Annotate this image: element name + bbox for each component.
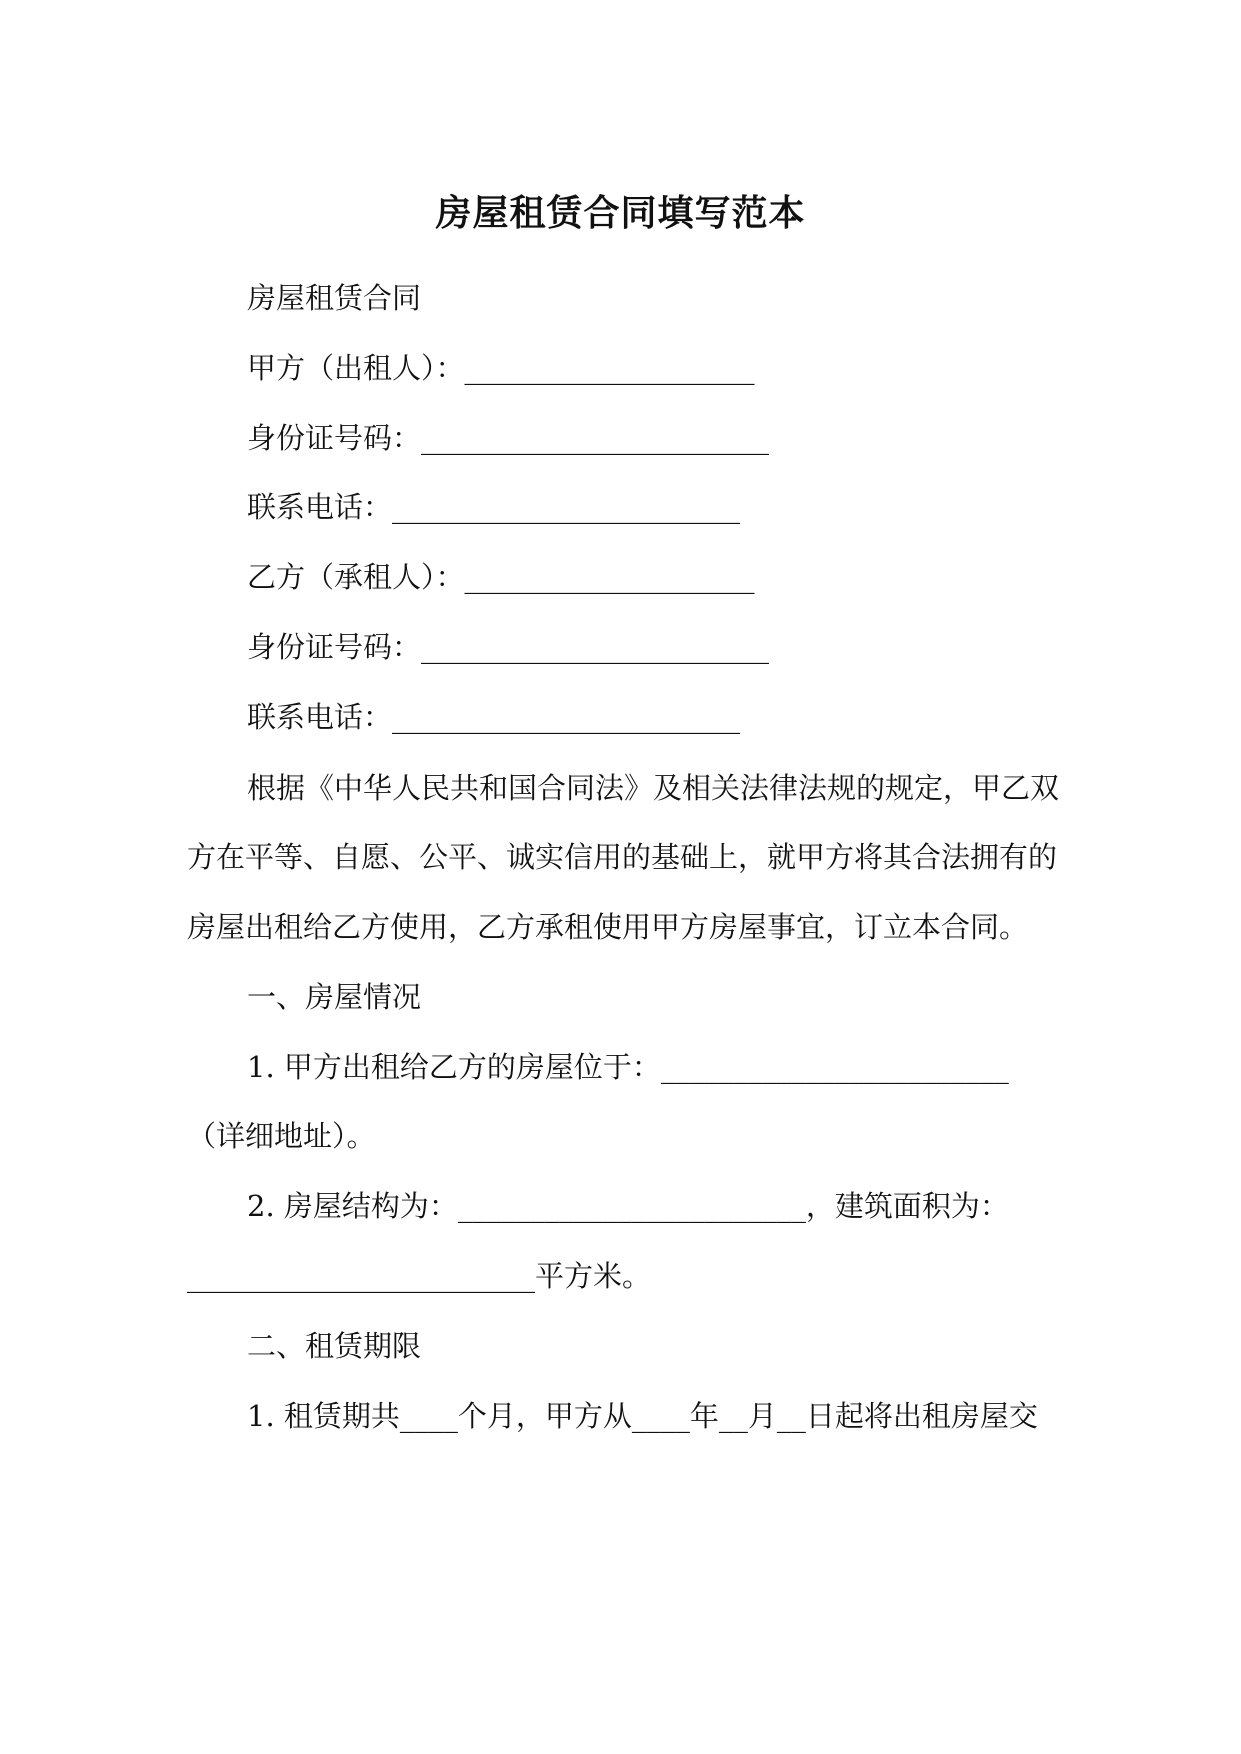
preamble-line-2: 方在平等、自愿、公平、诚实信用的基础上，就甲方将其合法拥有的 [187, 840, 1058, 874]
preamble-line-1: 根据《中华人民共和国合同法》及相关法律法规的规定，甲乙双 [247, 771, 1060, 805]
clause-1-2-line-2: ________________________平方米。 [187, 1259, 652, 1293]
section-2-heading: 二、租赁期限 [247, 1329, 422, 1363]
clause-2-1-line-1: 1. 租赁期共____个月，甲方从____年__月__日起将出租房屋交 [247, 1399, 1038, 1433]
contract-heading: 房屋租赁合同 [247, 281, 422, 315]
party-b-id-line: 身份证号码：________________________ [247, 630, 770, 664]
clause-1-1-line-1: 1. 甲方出租给乙方的房屋位于：________________________ [247, 1050, 1009, 1084]
clause-1-2-line-1: 2. 房屋结构为：________________________，建筑面积为： [247, 1189, 1009, 1223]
section-1-heading: 一、房屋情况 [247, 980, 422, 1014]
clause-1-1-line-2: （详细地址）。 [187, 1119, 376, 1153]
party-a-phone-line: 联系电话：________________________ [247, 490, 741, 524]
party-a-name-line: 甲方（出租人）：____________________ [247, 351, 755, 385]
party-a-id-line: 身份证号码：________________________ [247, 421, 770, 455]
document-title: 房屋租赁合同填写范本 [435, 192, 806, 234]
party-b-name-line: 乙方（承租人）：____________________ [247, 560, 755, 594]
party-b-phone-line: 联系电话：________________________ [247, 700, 741, 734]
preamble-line-3: 房屋出租给乙方使用，乙方承租使用甲方房屋事宜，订立本合同。 [187, 910, 1029, 944]
